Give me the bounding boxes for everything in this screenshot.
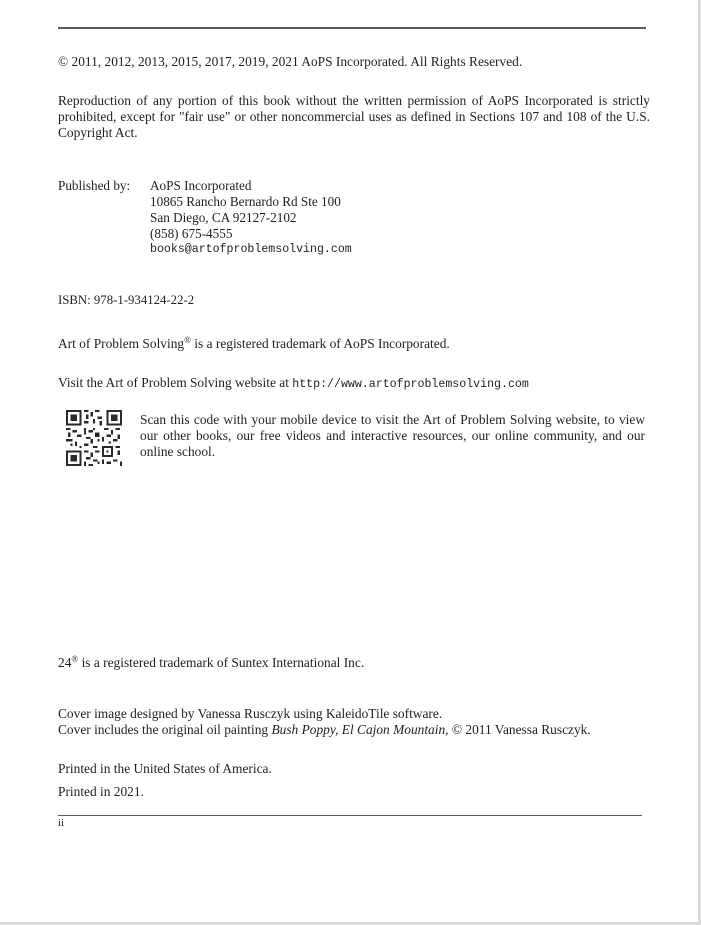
page-number: ii <box>58 817 65 829</box>
publisher-address <box>150 178 352 258</box>
publisher-city: San Diego, CA 92127-2102 <box>150 210 297 225</box>
trademark-24-name: 24 <box>58 655 72 670</box>
cover-painting-suffix: © 2011 Vanessa Rusczyk. <box>448 722 591 737</box>
trademark-aops-name: Art of Problem Solving <box>58 336 185 351</box>
website-prefix: Visit the Art of Problem Solving website at <box>58 375 293 390</box>
printed-year: Printed in 2021. <box>58 784 144 799</box>
cover-design-credit: Cover image designed by Vanessa Rusczyk using KaleidoTile software. <box>58 706 443 721</box>
cover-painting-title: Bush Poppy, El Cajon Mountain, <box>271 722 449 737</box>
registered-mark: ® <box>184 335 191 345</box>
publisher-phone: (858) 675-4555 <box>150 226 233 241</box>
cover-painting-prefix: Cover includes the original oil painting <box>58 722 272 737</box>
publisher-street: 10865 Rancho Bernardo Rd Ste 100 <box>150 194 341 209</box>
isbn: ISBN: 978-1-934124-22-2 <box>58 293 195 307</box>
copyright-line: © 2011, 2012, 2013, 2015, 2017, 2019, 2021 AoPS Incorporated. All Rights Reserved. <box>58 54 523 69</box>
trademark-aops-text: is a registered trademark of AoPS Incorporated. <box>190 336 450 351</box>
reproduction-notice: Reproduction of any portion of this book without the written permission of AoPS Incorporated is strictly prohibited, except for "fair use" or other noncommercial uses as defined in Sections 107 and 108 of the U.S. Copyright Act. <box>58 93 650 140</box>
website-url: http://www.artofproblemsolving.com <box>292 378 529 391</box>
publisher-email: books@artofproblemsolving.com <box>150 243 352 256</box>
published-by-label: Published by: <box>58 178 131 193</box>
registered-mark: ® <box>71 654 79 664</box>
bottom-rule <box>58 815 642 816</box>
trademark-aops <box>58 336 450 352</box>
trademark-24-text: is a registered trademark of Suntex International Inc. <box>78 655 365 670</box>
qr-description: Scan this code with your mobile device to visit the Art of Problem Solving website, to view our other books, our free videos and interactive resources, our online community, and our online school. <box>140 412 645 459</box>
qr-code-icon <box>66 410 122 466</box>
cover-painting-credit <box>58 722 591 738</box>
website-line <box>58 375 529 393</box>
top-rule <box>58 27 646 29</box>
publisher-name: AoPS Incorporated <box>150 178 252 193</box>
printed-country: Printed in the United States of America. <box>58 761 272 776</box>
trademark-24 <box>58 655 364 671</box>
